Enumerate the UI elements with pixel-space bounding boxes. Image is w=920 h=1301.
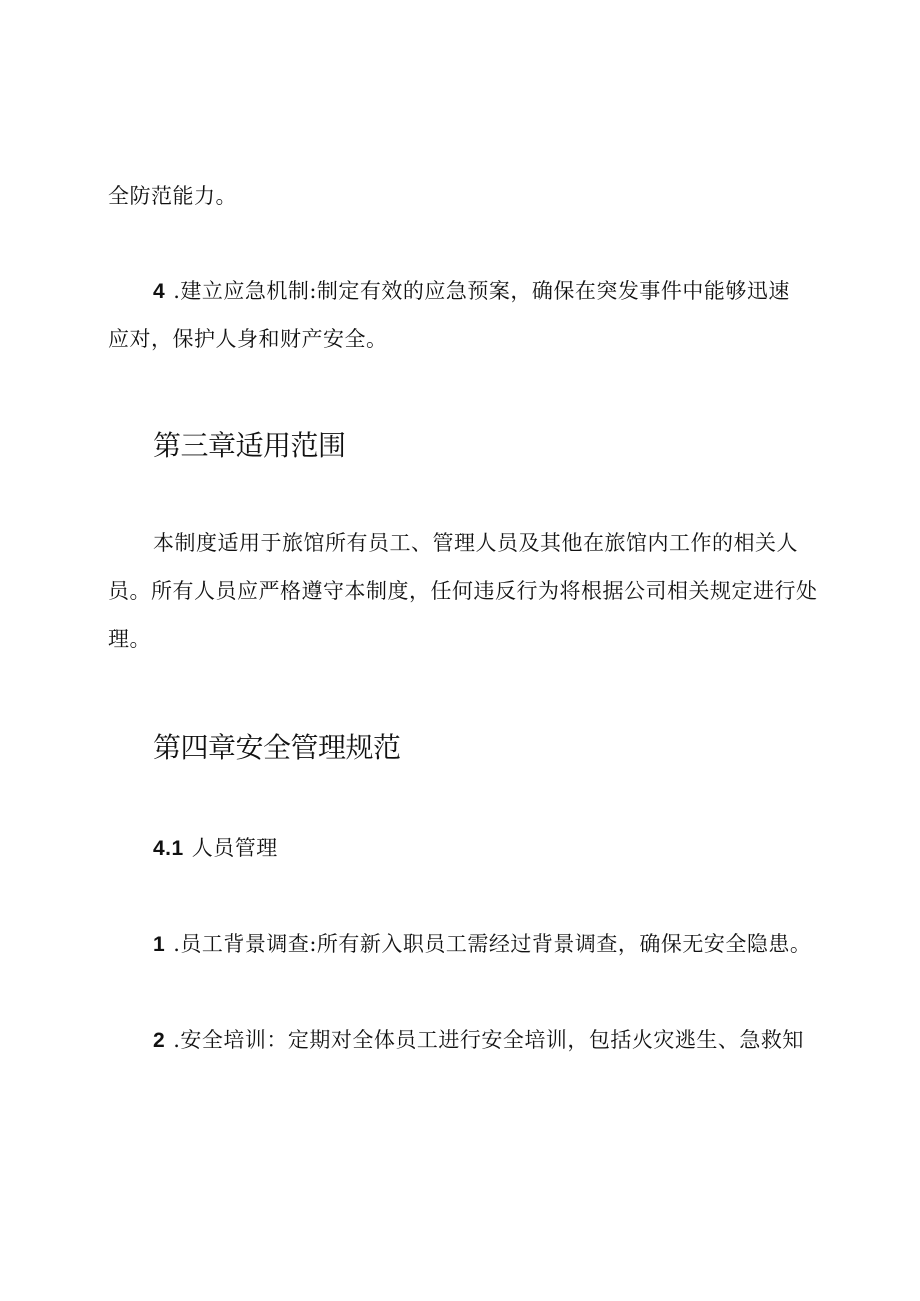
list-item-1 xyxy=(153,929,865,960)
paragraph-continuation: 全防范能力。 xyxy=(108,184,237,208)
list-item-number: 2 xyxy=(153,1029,166,1052)
section-number: 4.1 xyxy=(153,837,184,860)
section-4-1-heading xyxy=(153,833,865,864)
list-item-4-line-2: 应对，保护人身和财产安全。 xyxy=(108,327,388,351)
chapter-3-heading: 第三章适用范围 xyxy=(153,429,346,462)
list-item-2 xyxy=(153,1025,865,1056)
chapter-3-paragraph-line-2: 员。所有人员应严格遵守本制度，任何违反行为将根据公司相关规定进行处 xyxy=(108,579,818,603)
list-item-number: 1 xyxy=(153,933,166,956)
chapter-3-paragraph-line-1: 本制度适用于旅馆所有员工、管理人员及其他在旅馆内工作的相关人 xyxy=(153,531,798,555)
list-item-number: 4 xyxy=(153,280,166,303)
list-item-4-line-1 xyxy=(153,276,865,307)
chapter-4-heading: 第四章安全管理规范 xyxy=(153,731,401,764)
list-item-text: .安全培训：定期对全体员工进行安全培训，包括火灾逃生、急救知 xyxy=(173,1028,804,1052)
list-item-text: .建立应急机制:制定有效的应急预案，确保在突发事件中能够迅速 xyxy=(173,279,790,303)
list-item-text: .员工背景调查:所有新入职员工需经过背景调查，确保无安全隐患。 xyxy=(173,932,812,956)
section-title: 人员管理 xyxy=(191,836,278,860)
chapter-3-paragraph-line-3: 理。 xyxy=(108,627,151,651)
